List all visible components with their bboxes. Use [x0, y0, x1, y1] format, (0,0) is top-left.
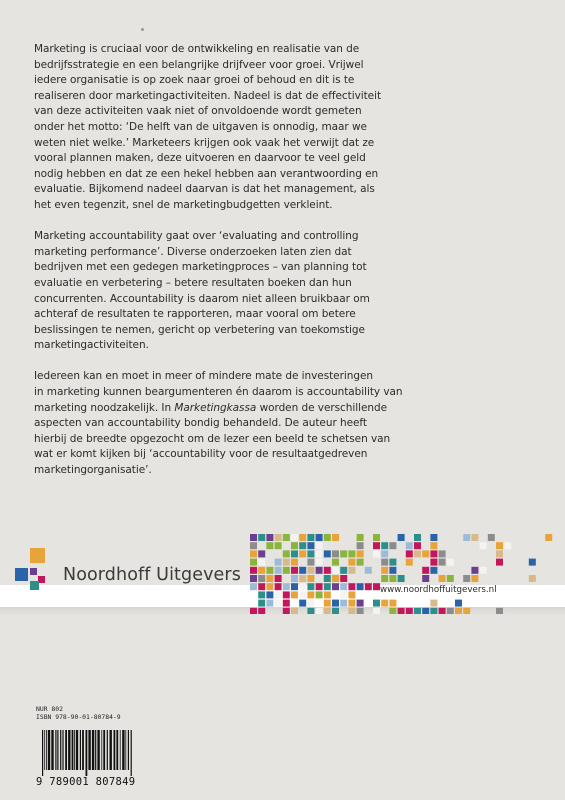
- mosaic-square: [357, 608, 364, 614]
- mosaic-square: [324, 567, 331, 574]
- barcode-bar: [80, 730, 81, 770]
- noordhoff-logo-icon: [15, 548, 55, 594]
- mosaic-square: [496, 608, 503, 614]
- paragraph-3: Iedereen kan en moet in meer of mindere mate de investeringen in marketing kunnen beargumenteren én daarom is accountability van marketing noodzakelijk. In Marketingkassa worden de verschillende aspecten van accountability bondig behandeld. De auteur heeft hierbij de breedte opgezocht om de lezer een beeld te schetsen van wat er komt kijken bij ‘accountability voor de resultaatgedreven marketingorganisatie’.: [34, 370, 403, 477]
- barcode-bar: [46, 730, 47, 770]
- mosaic-square: [480, 567, 487, 574]
- mosaic-square: [316, 583, 323, 590]
- mosaic-square: [291, 567, 298, 574]
- mosaic-square: [258, 559, 265, 566]
- mosaic-square: [381, 542, 388, 549]
- mosaic-square: [357, 559, 364, 566]
- mosaic-square: [332, 583, 339, 590]
- mosaic-square: [373, 600, 380, 607]
- mosaic-square: [291, 559, 298, 566]
- mosaic-square: [430, 608, 437, 614]
- mosaic-square: [348, 559, 355, 566]
- barcode-bar: [74, 730, 75, 770]
- mosaic-square: [389, 575, 396, 582]
- mosaic-square: [275, 559, 282, 566]
- mosaic-square: [373, 583, 380, 590]
- mosaic-square: [283, 583, 290, 590]
- mosaic-square: [357, 550, 364, 557]
- mosaic-square: [307, 559, 314, 566]
- mosaic-square: [447, 559, 454, 566]
- barcode-bar: [114, 730, 116, 770]
- mosaic-square: [299, 583, 306, 590]
- mosaic-square: [291, 583, 298, 590]
- mosaic-square: [266, 591, 273, 598]
- mosaic-square: [488, 534, 495, 541]
- mosaic-square: [496, 550, 503, 557]
- mosaic-square: [398, 575, 405, 582]
- mosaic-square: [381, 567, 388, 574]
- mosaic-square: [357, 600, 364, 607]
- mosaic-square: [291, 575, 298, 582]
- mosaic-square: [258, 575, 265, 582]
- mosaic-square: [389, 567, 396, 574]
- mosaic-square: [332, 608, 339, 614]
- mosaic-square: [275, 591, 282, 598]
- mosaic-square: [275, 534, 282, 541]
- mosaic-square: [373, 542, 380, 549]
- barcode-bar: [65, 730, 67, 770]
- barcode-bar: [103, 730, 105, 770]
- barcode-bar: [76, 730, 78, 770]
- mosaic-square: [455, 600, 462, 607]
- nur-code: NUR 802: [36, 705, 63, 713]
- mosaic-square: [299, 550, 306, 557]
- mosaic-square: [250, 575, 257, 582]
- mosaic-square: [430, 567, 437, 574]
- mosaic-square: [455, 608, 462, 614]
- mosaic-square: [439, 575, 446, 582]
- barcode-block: [36, 706, 136, 794]
- mosaic-square: [496, 559, 503, 566]
- mosaic-square: [348, 591, 355, 598]
- mosaic-square: [258, 591, 265, 598]
- mosaic-square: [340, 591, 347, 598]
- mosaic-square: [389, 559, 396, 566]
- mosaic-square: [414, 542, 421, 549]
- mosaic-square: [463, 608, 470, 614]
- mosaic-square: [316, 608, 323, 614]
- mosaic-square: [439, 608, 446, 614]
- mosaic-square: [307, 591, 314, 598]
- mosaic-square: [324, 575, 331, 582]
- mosaic-square: [258, 608, 265, 614]
- publisher-name: Noordhoff Uitgevers: [63, 565, 241, 585]
- mosaic-square: [299, 542, 306, 549]
- mosaic-square: [266, 567, 273, 574]
- barcode-bar: [107, 730, 108, 770]
- mosaic-square: [389, 608, 396, 614]
- mosaic-square: [332, 534, 339, 541]
- mosaic-square: [316, 542, 323, 549]
- mosaic-square: [307, 583, 314, 590]
- mosaic-square: [250, 550, 257, 557]
- mosaic-square: [307, 600, 314, 607]
- mosaic-square: [266, 600, 273, 607]
- mosaic-square: [324, 600, 331, 607]
- mosaic-square: [258, 550, 265, 557]
- mosaic-square: [471, 567, 478, 574]
- mosaic-square: [291, 550, 298, 557]
- barcode-bar: [86, 730, 88, 776]
- mosaic-square: [250, 583, 257, 590]
- mosaic-square: [332, 575, 339, 582]
- mosaic-square: [381, 575, 388, 582]
- mosaic-square: [250, 567, 257, 574]
- mosaic-square: [307, 550, 314, 557]
- mosaic-square: [332, 600, 339, 607]
- barcode-bar: [68, 730, 70, 770]
- barcode-bar: [48, 730, 50, 770]
- barcode-bar: [95, 730, 96, 770]
- barcode-bar: [82, 730, 84, 770]
- mosaic-square: [316, 591, 323, 598]
- mosaic-square: [324, 583, 331, 590]
- mosaic-square: [283, 559, 290, 566]
- mosaic-square: [275, 542, 282, 549]
- mosaic-square: [381, 559, 388, 566]
- mosaic-square: [422, 567, 429, 574]
- mosaic-square: [283, 567, 290, 574]
- mosaic-square: [414, 550, 421, 557]
- barcode-bar: [72, 730, 74, 770]
- mosaic-square: [307, 567, 314, 574]
- barcode-bar: [60, 730, 61, 770]
- barcode-bar: [57, 730, 58, 770]
- mosaic-square: [340, 575, 347, 582]
- barcode-digits: 9 789001 807849: [36, 776, 136, 788]
- mosaic-square: [365, 583, 372, 590]
- mosaic-square: [348, 608, 355, 614]
- mosaic-square: [365, 567, 372, 574]
- mosaic-square: [307, 608, 314, 614]
- mosaic-square: [430, 559, 437, 566]
- barcode-bar: [44, 730, 45, 770]
- mosaic-square: [291, 542, 298, 549]
- mosaic-square: [406, 550, 413, 557]
- mosaic-square: [316, 567, 323, 574]
- mosaic-square: [422, 608, 429, 614]
- mosaic-square: [324, 608, 331, 614]
- book-title-italic: Marketingkassa: [174, 401, 257, 414]
- mosaic-square: [430, 542, 437, 549]
- barcode-bar: [88, 730, 90, 770]
- mosaic-square: [340, 550, 347, 557]
- mosaic-square: [357, 542, 364, 549]
- barcode-bar: [97, 730, 99, 770]
- mosaic-square: [258, 567, 265, 574]
- mosaic-square: [348, 550, 355, 557]
- mosaic-square: [406, 608, 413, 614]
- mosaic-square: [250, 608, 257, 614]
- mosaic-square: [340, 567, 347, 574]
- mosaic-square: [275, 600, 282, 607]
- mosaic-square: [275, 583, 282, 590]
- isbn-code: ISBN 978-90-01-80784-9: [36, 712, 121, 721]
- mosaic-square: [373, 550, 380, 557]
- mosaic-square: [414, 608, 421, 614]
- mosaic-square: [463, 575, 470, 582]
- mosaic-square: [307, 575, 314, 582]
- mosaic-square: [283, 608, 290, 614]
- mosaic-square: [430, 600, 437, 607]
- mosaic-square: [340, 583, 347, 590]
- mosaic-square: [299, 600, 306, 607]
- mosaic-square: [406, 542, 413, 549]
- mosaic-square: [373, 534, 380, 541]
- mosaic-square: [332, 567, 339, 574]
- mosaic-square: [381, 550, 388, 557]
- barcode-bar: [125, 730, 126, 770]
- barcode-bar: [128, 730, 129, 770]
- mosaic-square: [291, 608, 298, 614]
- mosaic-square: [316, 559, 323, 566]
- mosaic-square: [332, 550, 339, 557]
- mosaic-square: [348, 600, 355, 607]
- mosaic-square: [447, 575, 454, 582]
- barcode-bar: [51, 730, 53, 770]
- mosaic-square: [250, 559, 257, 566]
- mosaic-square: [291, 591, 298, 598]
- mosaic-square: [480, 542, 487, 549]
- mosaic-square: [266, 575, 273, 582]
- barcode-bar: [131, 730, 132, 776]
- mosaic-square: [406, 559, 413, 566]
- mosaic-square: [381, 600, 388, 607]
- mosaic-square: [447, 608, 454, 614]
- mosaic-square: [439, 550, 446, 557]
- mosaic-square: [389, 600, 396, 607]
- mosaic-square: [332, 559, 339, 566]
- mosaic-square: [504, 542, 511, 549]
- mosaic-square: [258, 600, 265, 607]
- barcode-bar: [116, 730, 118, 770]
- mosaic-square: [258, 583, 265, 590]
- mosaic-square: [430, 550, 437, 557]
- mosaic-square: [283, 591, 290, 598]
- mosaic-square: [299, 591, 306, 598]
- mosaic-square: [275, 575, 282, 582]
- mosaic-square: [357, 534, 364, 541]
- mosaic-square: [266, 542, 273, 549]
- barcode-bar: [122, 730, 124, 770]
- mosaic-square: [529, 575, 536, 582]
- mosaic-square: [348, 567, 355, 574]
- barcode-bar: [120, 730, 121, 770]
- mosaic-square: [439, 559, 446, 566]
- mosaic-square: [324, 534, 331, 541]
- mosaic-square: [275, 567, 282, 574]
- mosaic-square: [414, 534, 421, 541]
- mosaic-square: [373, 608, 380, 614]
- mosaic-square: [299, 534, 306, 541]
- mosaic-square: [529, 559, 536, 566]
- mosaic-square: [283, 534, 290, 541]
- barcode-bar: [92, 730, 94, 770]
- barcode-bar: [42, 730, 43, 776]
- blurb-text: [34, 42, 522, 494]
- paragraph-1: Marketing is cruciaal voor de ontwikkeling en realisatie van de bedrijfsstrategie en een belangrijke drijfveer voor groei. Vrijwel iedere organisatie is op zoek naar groei of behoud en dit is te realiseren door marketingactiviteiten. Nadeel is dat de effectiviteit van deze activiteiten vaak niet of onvoldoende wordt gemeten onder het motto: ‘De helft van de uitgaven is onnodig, maar we weten niet welke.’ Marketeers krijgen ook vaak het verwijt dat ze vooral plannen maken, deze uitvoeren en daarvoor te veel geld nodig hebben en dat ze een hekel hebben aan verantwoording en evaluatie. Bijkomend nadeel daarvan is dat het management, als het even tegenzit, snel de marketingbudgetten verkleint.: [34, 43, 382, 211]
- mosaic-square: [422, 550, 429, 557]
- mosaic-square: [496, 542, 503, 549]
- mosaic-square: [348, 583, 355, 590]
- mosaic-square: [398, 534, 405, 541]
- barcode-bar: [110, 730, 112, 770]
- barcode-bar: [55, 730, 56, 770]
- mosaic-square: [283, 600, 290, 607]
- mosaic-square: [430, 534, 437, 541]
- mosaic-pattern: [250, 534, 560, 614]
- mosaic-square: [250, 534, 257, 541]
- mosaic-square: [463, 534, 470, 541]
- mosaic-square: [299, 575, 306, 582]
- mosaic-square: [324, 550, 331, 557]
- mosaic-square: [340, 600, 347, 607]
- mosaic-square: [471, 534, 478, 541]
- mosaic-square: [324, 591, 331, 598]
- paragraph-2: Marketing accountability gaat over ‘evaluating and controlling marketing performance’. Diverse onderzoeken laten zien dat bedrijven met een gedegen marketingproces – van planning tot evaluatie en verbetering – betere resultaten boeken dan hun concurrenten. Accountability is daarom niet alleen bruikbaar om achteraf de resultaten te rapporteren, maar vooral om betere beslissingen te nemen, gericht op verbetering van toekomstige marketingactiviteiten.: [34, 230, 370, 352]
- mosaic-square: [316, 534, 323, 541]
- mosaic-square: [307, 534, 314, 541]
- mosaic-square: [250, 542, 257, 549]
- mosaic-square: [471, 575, 478, 582]
- barcode-bar: [101, 730, 102, 770]
- barcode-bar: [62, 730, 63, 770]
- mosaic-square: [389, 542, 396, 549]
- mosaic-square: [398, 608, 405, 614]
- barcode-icon: [38, 730, 134, 776]
- mosaic-square: [545, 534, 552, 541]
- publisher-url[interactable]: www.noordhoffuitgevers.nl: [380, 585, 497, 595]
- mosaic-square: [316, 550, 323, 557]
- mosaic-square: [283, 550, 290, 557]
- mosaic-square: [266, 534, 273, 541]
- mosaic-square: [357, 583, 364, 590]
- mosaic-square: [258, 534, 265, 541]
- mosaic-square: [307, 542, 314, 549]
- mosaic-square: [299, 567, 306, 574]
- print-mark: [141, 28, 144, 31]
- mosaic-square: [266, 583, 273, 590]
- mosaic-square: [291, 534, 298, 541]
- mosaic-square: [422, 575, 429, 582]
